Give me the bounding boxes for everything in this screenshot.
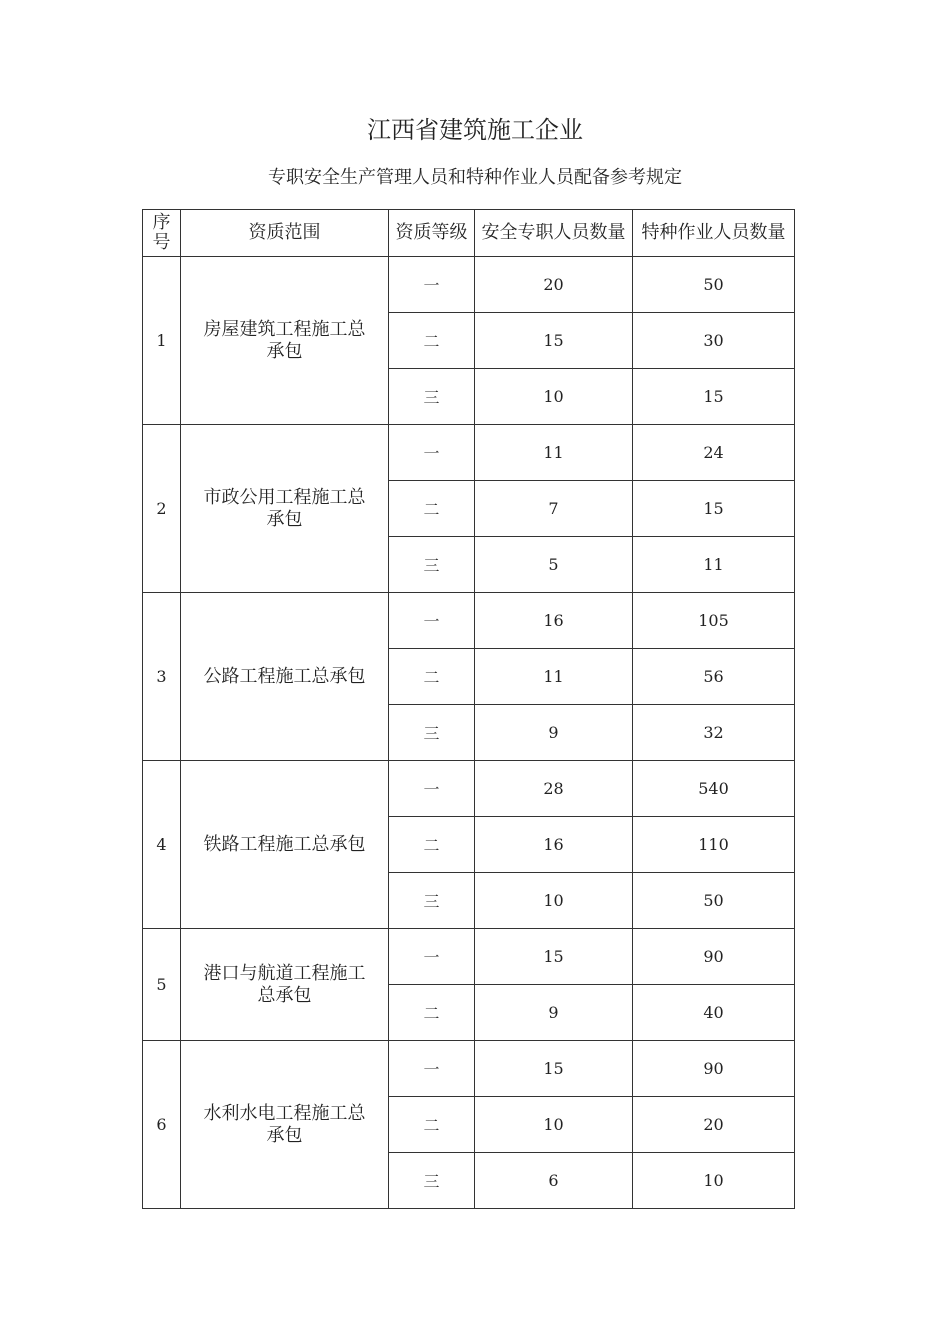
header-index: 序号 <box>143 210 181 257</box>
safety-staff-count: 16 <box>475 817 633 873</box>
qualification-grade: 二 <box>389 817 475 873</box>
table-row <box>143 929 795 985</box>
special-staff-count: 110 <box>633 817 795 873</box>
row-index: 2 <box>143 425 181 593</box>
qualification-grade: 三 <box>389 705 475 761</box>
special-staff-count: 56 <box>633 649 795 705</box>
special-staff-count: 15 <box>633 481 795 537</box>
safety-staff-count: 9 <box>475 705 633 761</box>
safety-staff-count: 7 <box>475 481 633 537</box>
qualification-grade: 一 <box>389 761 475 817</box>
row-index: 3 <box>143 593 181 761</box>
document-subtitle: 专职安全生产管理人员和特种作业人员配备参考规定 <box>268 167 682 188</box>
table-row <box>143 425 795 481</box>
safety-staff-count: 10 <box>475 369 633 425</box>
qualification-grade: 一 <box>389 929 475 985</box>
safety-staff-count: 10 <box>475 1097 633 1153</box>
staffing-table <box>142 209 795 1209</box>
safety-staff-count: 6 <box>475 1153 633 1209</box>
special-staff-count: 90 <box>633 929 795 985</box>
safety-staff-count: 20 <box>475 257 633 313</box>
special-staff-count: 10 <box>633 1153 795 1209</box>
safety-staff-count: 5 <box>475 537 633 593</box>
safety-staff-count: 11 <box>475 425 633 481</box>
header-row <box>143 210 795 257</box>
special-staff-count: 32 <box>633 705 795 761</box>
row-index: 5 <box>143 929 181 1041</box>
special-staff-count: 50 <box>633 873 795 929</box>
qualification-grade: 一 <box>389 257 475 313</box>
qualification-scope: 港口与航道工程施工总承包 <box>181 929 389 1041</box>
qualification-grade: 三 <box>389 537 475 593</box>
safety-staff-count: 11 <box>475 649 633 705</box>
qualification-scope: 市政公用工程施工总承包 <box>181 425 389 593</box>
safety-staff-count: 15 <box>475 929 633 985</box>
table-row <box>143 761 795 817</box>
header-grade: 资质等级 <box>389 210 475 257</box>
document-title: 江西省建筑施工企业 <box>367 116 583 144</box>
qualification-grade: 二 <box>389 1097 475 1153</box>
safety-staff-count: 15 <box>475 313 633 369</box>
special-staff-count: 20 <box>633 1097 795 1153</box>
special-staff-count: 40 <box>633 985 795 1041</box>
safety-staff-count: 16 <box>475 593 633 649</box>
table-row <box>143 257 795 313</box>
qualification-grade: 三 <box>389 369 475 425</box>
qualification-scope: 水利水电工程施工总承包 <box>181 1041 389 1209</box>
qualification-grade: 一 <box>389 1041 475 1097</box>
special-staff-count: 105 <box>633 593 795 649</box>
safety-staff-count: 15 <box>475 1041 633 1097</box>
qualification-grade: 二 <box>389 649 475 705</box>
special-staff-count: 30 <box>633 313 795 369</box>
table-row <box>143 1041 795 1097</box>
table-row <box>143 593 795 649</box>
special-staff-count: 540 <box>633 761 795 817</box>
special-staff-count: 50 <box>633 257 795 313</box>
special-staff-count: 24 <box>633 425 795 481</box>
qualification-scope: 铁路工程施工总承包 <box>181 761 389 929</box>
qualification-scope: 房屋建筑工程施工总承包 <box>181 257 389 425</box>
qualification-grade: 一 <box>389 593 475 649</box>
qualification-grade: 二 <box>389 481 475 537</box>
header-scope: 资质范围 <box>181 210 389 257</box>
row-index: 6 <box>143 1041 181 1209</box>
row-index: 4 <box>143 761 181 929</box>
special-staff-count: 90 <box>633 1041 795 1097</box>
header-safety-staff: 安全专职人员数量 <box>475 210 633 257</box>
qualification-grade: 二 <box>389 313 475 369</box>
safety-staff-count: 9 <box>475 985 633 1041</box>
qualification-grade: 三 <box>389 873 475 929</box>
special-staff-count: 15 <box>633 369 795 425</box>
qualification-grade: 二 <box>389 985 475 1041</box>
row-index: 1 <box>143 257 181 425</box>
qualification-grade: 一 <box>389 425 475 481</box>
safety-staff-count: 10 <box>475 873 633 929</box>
qualification-scope: 公路工程施工总承包 <box>181 593 389 761</box>
special-staff-count: 11 <box>633 537 795 593</box>
header-special-staff: 特种作业人员数量 <box>633 210 795 257</box>
safety-staff-count: 28 <box>475 761 633 817</box>
qualification-grade: 三 <box>389 1153 475 1209</box>
